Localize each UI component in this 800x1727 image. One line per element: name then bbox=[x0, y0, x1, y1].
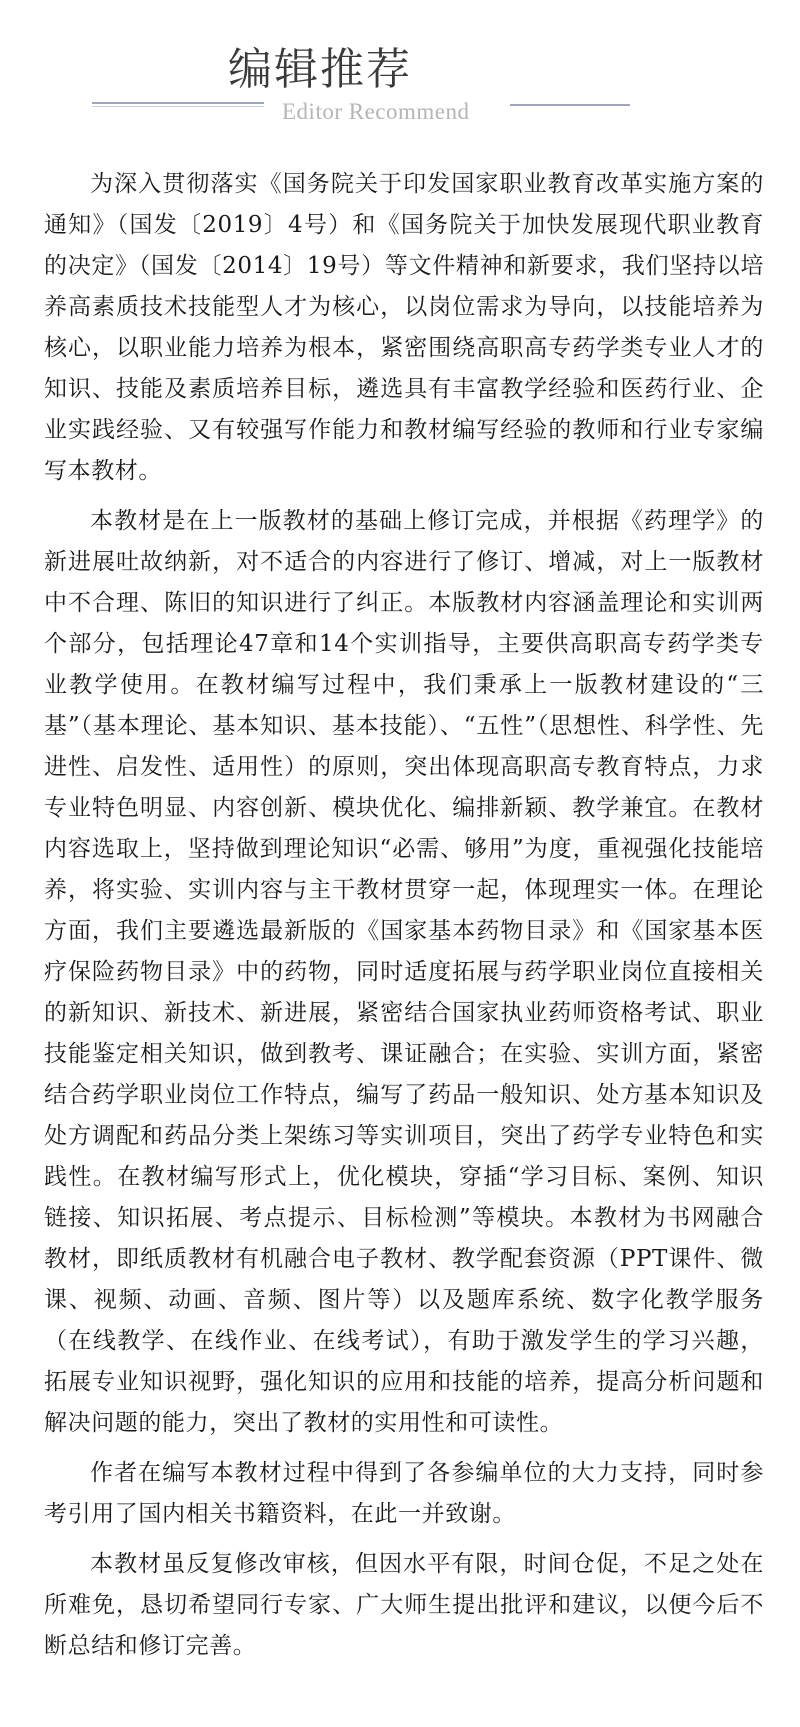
section-subtitle: Editor Recommend bbox=[282, 99, 470, 124]
paragraph-revision: 本教材是在上一版教材的基础上修订完成，并根据《药理学》的新进展吐故纳新，对不适合的内容进行了修订、增减，对上一版教材中不合理、陈旧的知识进行了纠正。本版教材内容涵盖理论和实训两个部分，包括理论47章和14个实训指导，主要供高职高专药学类专业教学使用。在教材编写过程中，我们秉承上一版教材建设的“三基”（基本理论、基本知识、基本技能）、“五性”（思想性、科学性、先进性、启发性、适用性）的原则，突出体现高职高专教育特点，力求专业特色明显、内容创新、模块优化、编排新颖、教学兼宜。在教材内容选取上，坚持做到理论知识“必需、够用”为度，重视强化技能培养，将实验、实训内容与主干教材贯穿一起，体现理实一体。在理论方面，我们主要遴选最新版的《国家基本药物目录》和《国家基本医疗保险药物目录》中的药物，同时适度拓展与药学职业岗位直接相关的新知识、新技术、新进展，紧密结合国家执业药师资格考试、职业技能鉴定相关知识，做到教考、课证融合；在实验、实训方面，紧密结合药学职业岗位工作特点，编写了药品一般知识、处方基本知识及处方调配和药品分类上架练习等实训项目，突出了药学专业特色和实践性。在教材编写形式上，优化模块，穿插“学习目标、案例、知识链接、知识拓展、考点提示、目标检测”等模块。本教材为书网融合教材，即纸质教材有机融合电子教材、教学配套资源（PPT课件、微课、视频、动画、音频、图片等）以及题库系统、数字化教学服务（在线教学、在线作业、在线考试），有助于激发学生的学习兴趣，拓展专业知识视野，强化知识的应用和技能的培养，提高分析问题和解决问题的能力，突出了教材的实用性和可读性。 bbox=[44, 508, 764, 1436]
paragraph-acknowledgement: 作者在编写本教材过程中得到了各参编单位的大力支持，同时参考引用了国内相关书籍资料，在此一并致谢。 bbox=[44, 1460, 764, 1527]
title-divider-left-shadow bbox=[92, 106, 264, 107]
section-title: 编辑推荐 bbox=[228, 44, 412, 95]
title-divider-left bbox=[92, 102, 264, 104]
recommendation-body bbox=[44, 164, 764, 1676]
section-header bbox=[0, 0, 800, 130]
paragraph-closing: 本教材虽反复修改审核，但因水平有限，时间仓促，不足之处在所难免，恳切希望同行专家、广大师生提出批评和建议，以便今后不断总结和修订完善。 bbox=[44, 1551, 764, 1659]
title-divider-right bbox=[510, 104, 630, 106]
paragraph-intro: 为深入贯彻落实《国务院关于印发国家职业教育改革实施方案的通知》（国发〔2019〕4号）和《国务院关于加快发展现代职业教育的决定》（国发〔2014〕19号）等文件精神和新要求，我们坚持以培养高素质技术技能型人才为核心，以岗位需求为导向，以技能培养为核心，以职业能力培养为根本，紧密围绕高职高专药学类专业人才的知识、技能及素质培养目标，遴选具有丰富教学经验和医药行业、企业实践经验、又有较强写作能力和教材编写经验的教师和行业专家编写本教材。 bbox=[44, 171, 764, 484]
